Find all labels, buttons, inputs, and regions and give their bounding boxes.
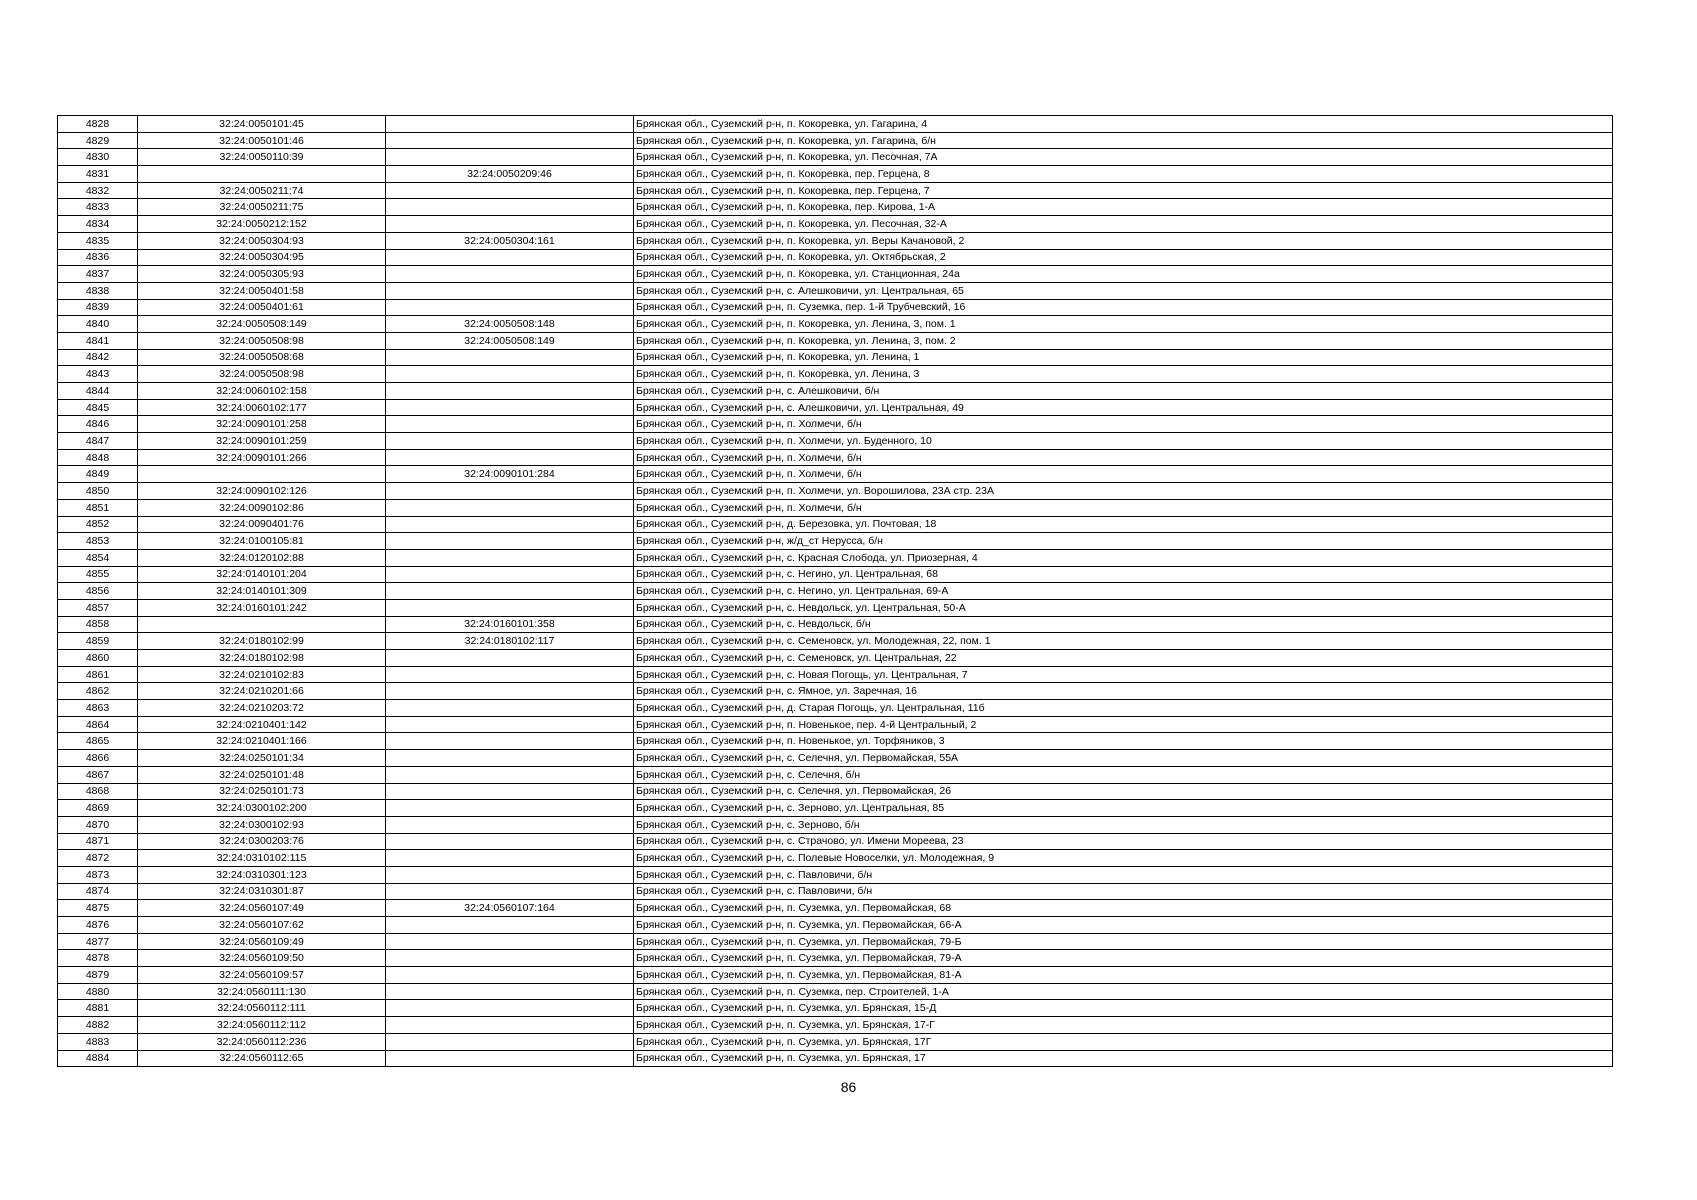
cadastral-number-cell: 32:24:0060102:158 [138, 383, 386, 400]
table-row [58, 1033, 1613, 1050]
table-row [58, 650, 1613, 667]
linked-cadastral-number-cell [386, 216, 634, 233]
cadastral-number-cell: 32:24:0210203:72 [138, 700, 386, 717]
linked-cadastral-number-cell [386, 716, 634, 733]
linked-cadastral-number-cell [386, 783, 634, 800]
table-row [58, 182, 1613, 199]
address-cell: Брянская обл., Суземский р-н, п. Новенькое, пер. 4-й Центральный, 2 [634, 716, 1613, 733]
cadastral-number-cell: 32:24:0050211:75 [138, 199, 386, 216]
cadastral-number-cell: 32:24:0250101:73 [138, 783, 386, 800]
row-number-cell: 4883 [58, 1033, 138, 1050]
row-number-cell: 4852 [58, 516, 138, 533]
table-row [58, 766, 1613, 783]
linked-cadastral-number-cell [386, 950, 634, 967]
address-cell: Брянская обл., Суземский р-н, п. Холмечи, б/н [634, 499, 1613, 516]
table-row [58, 116, 1613, 133]
linked-cadastral-number-cell [386, 132, 634, 149]
cadastral-number-cell: 32:24:0050508:68 [138, 349, 386, 366]
address-cell: Брянская обл., Суземский р-н, с. Алешковичи, ул. Центральная, 65 [634, 282, 1613, 299]
table-row [58, 132, 1613, 149]
row-number-cell: 4857 [58, 599, 138, 616]
row-number-cell: 4880 [58, 983, 138, 1000]
address-cell: Брянская обл., Суземский р-н, п. Кокоревка, ул. Песочная, 32-А [634, 216, 1613, 233]
address-cell: Брянская обл., Суземский р-н, с. Павловичи, б/н [634, 883, 1613, 900]
row-number-cell: 4874 [58, 883, 138, 900]
cadastral-number-cell: 32:24:0560111:130 [138, 983, 386, 1000]
row-number-cell: 4882 [58, 1017, 138, 1034]
table-row [58, 783, 1613, 800]
address-cell: Брянская обл., Суземский р-н, с. Алешковичи, б/н [634, 383, 1613, 400]
cadastral-number-cell: 32:24:0090102:86 [138, 499, 386, 516]
address-cell: Брянская обл., Суземский р-н, п. Суземка, ул. Брянская, 15-Д [634, 1000, 1613, 1017]
table-row [58, 266, 1613, 283]
table-row [58, 750, 1613, 767]
linked-cadastral-number-cell: 32:24:0050209:46 [386, 166, 634, 183]
cadastral-number-cell: 32:24:0050110:39 [138, 149, 386, 166]
row-number-cell: 4853 [58, 533, 138, 550]
table-row [58, 1050, 1613, 1067]
cadastral-number-cell: 32:24:0050101:45 [138, 116, 386, 133]
table-row [58, 383, 1613, 400]
linked-cadastral-number-cell: 32:24:0560107:164 [386, 900, 634, 917]
row-number-cell: 4830 [58, 149, 138, 166]
linked-cadastral-number-cell [386, 483, 634, 500]
cadastral-number-cell [138, 466, 386, 483]
linked-cadastral-number-cell [386, 499, 634, 516]
linked-cadastral-number-cell [386, 933, 634, 950]
cadastral-number-cell: 32:24:0140101:204 [138, 566, 386, 583]
cadastral-number-cell: 32:24:0050211:74 [138, 182, 386, 199]
table-row [58, 566, 1613, 583]
cadastral-number-cell: 32:24:0300102:93 [138, 816, 386, 833]
address-cell: Брянская обл., Суземский р-н, с. Зерново, б/н [634, 816, 1613, 833]
row-number-cell: 4860 [58, 650, 138, 667]
cadastral-number-cell [138, 616, 386, 633]
linked-cadastral-number-cell: 32:24:0090101:284 [386, 466, 634, 483]
cadastral-number-cell: 32:24:0560112:111 [138, 1000, 386, 1017]
cadastral-number-cell: 32:24:0560109:50 [138, 950, 386, 967]
row-number-cell: 4839 [58, 299, 138, 316]
address-cell: Брянская обл., Суземский р-н, п. Суземка, ул. Первомайская, 68 [634, 900, 1613, 917]
row-number-cell: 4846 [58, 416, 138, 433]
table-row [58, 599, 1613, 616]
table-row [58, 967, 1613, 984]
row-number-cell: 4831 [58, 166, 138, 183]
row-number-cell: 4835 [58, 232, 138, 249]
cadastral-number-cell: 32:24:0560109:57 [138, 967, 386, 984]
cadastral-number-cell: 32:24:0310301:123 [138, 866, 386, 883]
linked-cadastral-number-cell [386, 182, 634, 199]
linked-cadastral-number-cell [386, 416, 634, 433]
row-number-cell: 4851 [58, 499, 138, 516]
table-row [58, 933, 1613, 950]
table-row [58, 516, 1613, 533]
cadastral-number-cell [138, 166, 386, 183]
table-row [58, 232, 1613, 249]
address-cell: Брянская обл., Суземский р-н, с. Зерново, ул. Центральная, 85 [634, 800, 1613, 817]
linked-cadastral-number-cell [386, 967, 634, 984]
address-cell: Брянская обл., Суземский р-н, п. Кокоревка, ул. Песочная, 7А [634, 149, 1613, 166]
table-row [58, 683, 1613, 700]
address-cell: Брянская обл., Суземский р-н, с. Семеновск, ул. Молодежная, 22, пом. 1 [634, 633, 1613, 650]
address-cell: Брянская обл., Суземский р-н, д. Березовка, ул. Почтовая, 18 [634, 516, 1613, 533]
row-number-cell: 4879 [58, 967, 138, 984]
linked-cadastral-number-cell: 32:24:0160101:358 [386, 616, 634, 633]
cadastral-number-cell: 32:24:0210401:166 [138, 733, 386, 750]
address-cell: Брянская обл., Суземский р-н, с. Алешковичи, ул. Центральная, 49 [634, 399, 1613, 416]
address-cell: Брянская обл., Суземский р-н, п. Кокоревка, ул. Ленина, 3 [634, 366, 1613, 383]
table-row [58, 833, 1613, 850]
address-cell: Брянская обл., Суземский р-н, с. Негино, ул. Центральная, 68 [634, 566, 1613, 583]
linked-cadastral-number-cell [386, 449, 634, 466]
row-number-cell: 4838 [58, 282, 138, 299]
row-number-cell: 4861 [58, 666, 138, 683]
table-row [58, 733, 1613, 750]
cadastral-number-cell: 32:24:0050401:61 [138, 299, 386, 316]
cadastral-number-cell: 32:24:0050305:93 [138, 266, 386, 283]
address-cell: Брянская обл., Суземский р-н, п. Кокоревка, ул. Ленина, 3, пом. 2 [634, 332, 1613, 349]
table-row [58, 332, 1613, 349]
row-number-cell: 4881 [58, 1000, 138, 1017]
row-number-cell: 4828 [58, 116, 138, 133]
address-cell: Брянская обл., Суземский р-н, п. Кокоревка, ул. Гагарина, б/н [634, 132, 1613, 149]
linked-cadastral-number-cell: 32:24:0050508:149 [386, 332, 634, 349]
linked-cadastral-number-cell [386, 917, 634, 934]
linked-cadastral-number-cell [386, 766, 634, 783]
address-cell: Брянская обл., Суземский р-н, п. Суземка, ул. Первомайская, 79-А [634, 950, 1613, 967]
linked-cadastral-number-cell [386, 800, 634, 817]
address-cell: Брянская обл., Суземский р-н, п. Суземка, ул. Брянская, 17Г [634, 1033, 1613, 1050]
table-row [58, 950, 1613, 967]
table-row [58, 416, 1613, 433]
address-cell: Брянская обл., Суземский р-н, п. Холмечи, ул. Буденного, 10 [634, 433, 1613, 450]
address-cell: Брянская обл., Суземский р-н, п. Суземка, ул. Первомайская, 79-Б [634, 933, 1613, 950]
row-number-cell: 4884 [58, 1050, 138, 1067]
cadastral-number-cell: 32:24:0210401:142 [138, 716, 386, 733]
row-number-cell: 4856 [58, 583, 138, 600]
address-cell: Брянская обл., Суземский р-н, п. Суземка, ул. Брянская, 17-Г [634, 1017, 1613, 1034]
cadastral-number-cell: 32:24:0050401:58 [138, 282, 386, 299]
table-row [58, 850, 1613, 867]
row-number-cell: 4854 [58, 549, 138, 566]
address-cell: Брянская обл., Суземский р-н, п. Кокоревка, ул. Гагарина, 4 [634, 116, 1613, 133]
property-table [57, 115, 1613, 1067]
cadastral-number-cell: 32:24:0050508:98 [138, 366, 386, 383]
address-cell: Брянская обл., Суземский р-н, с. Селечня, б/н [634, 766, 1613, 783]
address-cell: Брянская обл., Суземский р-н, с. Селечня, ул. Первомайская, 26 [634, 783, 1613, 800]
linked-cadastral-number-cell [386, 366, 634, 383]
table-row [58, 166, 1613, 183]
cadastral-number-cell: 32:24:0100105:81 [138, 533, 386, 550]
cadastral-number-cell: 32:24:0090101:259 [138, 433, 386, 450]
table-row [58, 816, 1613, 833]
linked-cadastral-number-cell [386, 566, 634, 583]
address-cell: Брянская обл., Суземский р-н, п. Холмечи, б/н [634, 416, 1613, 433]
cadastral-number-cell: 32:24:0560109:49 [138, 933, 386, 950]
cadastral-number-cell: 32:24:0210201:66 [138, 683, 386, 700]
row-number-cell: 4847 [58, 433, 138, 450]
row-number-cell: 4875 [58, 900, 138, 917]
linked-cadastral-number-cell [386, 866, 634, 883]
row-number-cell: 4850 [58, 483, 138, 500]
row-number-cell: 4872 [58, 850, 138, 867]
linked-cadastral-number-cell [386, 383, 634, 400]
cadastral-number-cell: 32:24:0090101:258 [138, 416, 386, 433]
row-number-cell: 4878 [58, 950, 138, 967]
cadastral-number-cell: 32:24:0120102:88 [138, 549, 386, 566]
cadastral-number-cell: 32:24:0300203:76 [138, 833, 386, 850]
row-number-cell: 4862 [58, 683, 138, 700]
table-row [58, 449, 1613, 466]
row-number-cell: 4829 [58, 132, 138, 149]
linked-cadastral-number-cell [386, 666, 634, 683]
linked-cadastral-number-cell: 32:24:0050508:148 [386, 316, 634, 333]
row-number-cell: 4849 [58, 466, 138, 483]
cadastral-number-cell: 32:24:0160101:242 [138, 599, 386, 616]
linked-cadastral-number-cell [386, 1050, 634, 1067]
address-cell: Брянская обл., Суземский р-н, п. Новенькое, ул. Торфяников, 3 [634, 733, 1613, 750]
table-row [58, 883, 1613, 900]
address-cell: Брянская обл., Суземский р-н, с. Ямное, ул. Заречная, 16 [634, 683, 1613, 700]
row-number-cell: 4864 [58, 716, 138, 733]
cadastral-number-cell: 32:24:0560112:65 [138, 1050, 386, 1067]
address-cell: Брянская обл., Суземский р-н, д. Старая Погощь, ул. Центральная, 11б [634, 700, 1613, 717]
linked-cadastral-number-cell [386, 282, 634, 299]
row-number-cell: 4832 [58, 182, 138, 199]
row-number-cell: 4855 [58, 566, 138, 583]
table-row [58, 633, 1613, 650]
address-cell: Брянская обл., Суземский р-н, п. Холмечи, б/н [634, 449, 1613, 466]
cadastral-number-cell: 32:24:0180102:98 [138, 650, 386, 667]
address-cell: Брянская обл., Суземский р-н, п. Кокоревка, ул. Станционная, 24а [634, 266, 1613, 283]
table-row [58, 1000, 1613, 1017]
table-row [58, 900, 1613, 917]
table-row [58, 316, 1613, 333]
address-cell: Брянская обл., Суземский р-н, п. Кокоревка, ул. Ленина, 1 [634, 349, 1613, 366]
linked-cadastral-number-cell [386, 433, 634, 450]
row-number-cell: 4870 [58, 816, 138, 833]
address-cell: Брянская обл., Суземский р-н, с. Семеновск, ул. Центральная, 22 [634, 650, 1613, 667]
linked-cadastral-number-cell [386, 650, 634, 667]
linked-cadastral-number-cell [386, 399, 634, 416]
address-cell: Брянская обл., Суземский р-н, с. Селечня, ул. Первомайская, 55А [634, 750, 1613, 767]
linked-cadastral-number-cell [386, 533, 634, 550]
address-cell: Брянская обл., Суземский р-н, ж/д_ст Нерусса, б/н [634, 533, 1613, 550]
address-cell: Брянская обл., Суземский р-н, п. Суземка, ул. Первомайская, 66-А [634, 917, 1613, 934]
table-row [58, 800, 1613, 817]
cadastral-number-cell: 32:24:0060102:177 [138, 399, 386, 416]
row-number-cell: 4842 [58, 349, 138, 366]
cadastral-number-cell: 32:24:0050304:93 [138, 232, 386, 249]
address-cell: Брянская обл., Суземский р-н, с. Страчово, ул. Имени Мореева, 23 [634, 833, 1613, 850]
row-number-cell: 4844 [58, 383, 138, 400]
address-cell: Брянская обл., Суземский р-н, п. Суземка, пер. 1-й Трубчевский, 16 [634, 299, 1613, 316]
linked-cadastral-number-cell [386, 1017, 634, 1034]
table-row [58, 549, 1613, 566]
linked-cadastral-number-cell [386, 599, 634, 616]
page-number: 86 [840, 1079, 857, 1095]
table-row [58, 433, 1613, 450]
table-row [58, 583, 1613, 600]
address-cell: Брянская обл., Суземский р-н, п. Холмечи, ул. Ворошилова, 23А стр. 23А [634, 483, 1613, 500]
linked-cadastral-number-cell [386, 583, 634, 600]
row-number-cell: 4837 [58, 266, 138, 283]
address-cell: Брянская обл., Суземский р-н, п. Кокоревка, пер. Герцена, 8 [634, 166, 1613, 183]
address-cell: Брянская обл., Суземский р-н, с. Красная Слобода, ул. Приозерная, 4 [634, 549, 1613, 566]
linked-cadastral-number-cell [386, 199, 634, 216]
linked-cadastral-number-cell [386, 516, 634, 533]
cadastral-number-cell: 32:24:0180102:99 [138, 633, 386, 650]
linked-cadastral-number-cell: 32:24:0050304:161 [386, 232, 634, 249]
address-cell: Брянская обл., Суземский р-н, с. Негино, ул. Центральная, 69-А [634, 583, 1613, 600]
address-cell: Брянская обл., Суземский р-н, п. Кокоревка, пер. Кирова, 1-А [634, 199, 1613, 216]
linked-cadastral-number-cell [386, 249, 634, 266]
address-cell: Брянская обл., Суземский р-н, с. Полевые Новоселки, ул. Молодежная, 9 [634, 850, 1613, 867]
cadastral-number-cell: 32:24:0560112:236 [138, 1033, 386, 1050]
linked-cadastral-number-cell [386, 1033, 634, 1050]
table-row [58, 366, 1613, 383]
address-cell: Брянская обл., Суземский р-н, п. Кокоревка, ул. Веры Качановой, 2 [634, 232, 1613, 249]
table-row [58, 666, 1613, 683]
row-number-cell: 4845 [58, 399, 138, 416]
linked-cadastral-number-cell: 32:24:0180102:117 [386, 633, 634, 650]
linked-cadastral-number-cell [386, 883, 634, 900]
row-number-cell: 4843 [58, 366, 138, 383]
table-row [58, 399, 1613, 416]
table-row [58, 917, 1613, 934]
row-number-cell: 4858 [58, 616, 138, 633]
table-row [58, 249, 1613, 266]
cadastral-number-cell: 32:24:0310301:87 [138, 883, 386, 900]
row-number-cell: 4867 [58, 766, 138, 783]
linked-cadastral-number-cell [386, 816, 634, 833]
address-cell: Брянская обл., Суземский р-н, п. Суземка, ул. Брянская, 17 [634, 1050, 1613, 1067]
address-cell: Брянская обл., Суземский р-н, п. Кокоревка, ул. Октябрьская, 2 [634, 249, 1613, 266]
cadastral-number-cell: 32:24:0310102:115 [138, 850, 386, 867]
row-number-cell: 4859 [58, 633, 138, 650]
address-cell: Брянская обл., Суземский р-н, с. Невдольск, ул. Центральная, 50-А [634, 599, 1613, 616]
linked-cadastral-number-cell [386, 983, 634, 1000]
table-row [58, 983, 1613, 1000]
address-cell: Брянская обл., Суземский р-н, п. Суземка, ул. Первомайская, 81-А [634, 967, 1613, 984]
table-row [58, 149, 1613, 166]
cadastral-number-cell: 32:24:0090102:126 [138, 483, 386, 500]
cadastral-number-cell: 32:24:0250101:48 [138, 766, 386, 783]
linked-cadastral-number-cell [386, 299, 634, 316]
cadastral-number-cell: 32:24:0090101:266 [138, 449, 386, 466]
address-cell: Брянская обл., Суземский р-н, п. Холмечи, б/н [634, 466, 1613, 483]
linked-cadastral-number-cell [386, 149, 634, 166]
linked-cadastral-number-cell [386, 700, 634, 717]
row-number-cell: 4865 [58, 733, 138, 750]
linked-cadastral-number-cell [386, 683, 634, 700]
table-row [58, 533, 1613, 550]
table-row [58, 1017, 1613, 1034]
table-row [58, 282, 1613, 299]
row-number-cell: 4840 [58, 316, 138, 333]
cadastral-number-cell: 32:24:0560107:62 [138, 917, 386, 934]
address-cell: Брянская обл., Суземский р-н, с. Павловичи, б/н [634, 866, 1613, 883]
address-cell: Брянская обл., Суземский р-н, с. Новая Погощь, ул. Центральная, 7 [634, 666, 1613, 683]
cadastral-number-cell: 32:24:0250101:34 [138, 750, 386, 767]
linked-cadastral-number-cell [386, 116, 634, 133]
cadastral-number-cell: 32:24:0050101:46 [138, 132, 386, 149]
row-number-cell: 4876 [58, 917, 138, 934]
row-number-cell: 4841 [58, 332, 138, 349]
table-row [58, 349, 1613, 366]
linked-cadastral-number-cell [386, 549, 634, 566]
cadastral-number-cell: 32:24:0560107:49 [138, 900, 386, 917]
table-row [58, 716, 1613, 733]
cadastral-number-cell: 32:24:0090401:76 [138, 516, 386, 533]
table-body [58, 116, 1613, 1067]
table-row [58, 499, 1613, 516]
row-number-cell: 4877 [58, 933, 138, 950]
cadastral-number-cell: 32:24:0050508:98 [138, 332, 386, 349]
linked-cadastral-number-cell [386, 733, 634, 750]
table-row [58, 866, 1613, 883]
table-row [58, 616, 1613, 633]
linked-cadastral-number-cell [386, 266, 634, 283]
table-row [58, 199, 1613, 216]
cadastral-number-cell: 32:24:0210102:83 [138, 666, 386, 683]
linked-cadastral-number-cell [386, 349, 634, 366]
table-row [58, 700, 1613, 717]
row-number-cell: 4848 [58, 449, 138, 466]
linked-cadastral-number-cell [386, 750, 634, 767]
table-row [58, 483, 1613, 500]
row-number-cell: 4871 [58, 833, 138, 850]
table-row [58, 216, 1613, 233]
address-cell: Брянская обл., Суземский р-н, с. Невдольск, б/н [634, 616, 1613, 633]
linked-cadastral-number-cell [386, 850, 634, 867]
linked-cadastral-number-cell [386, 1000, 634, 1017]
cadastral-number-cell: 32:24:0560112:112 [138, 1017, 386, 1034]
linked-cadastral-number-cell [386, 833, 634, 850]
address-cell: Брянская обл., Суземский р-н, п. Кокоревка, ул. Ленина, 3, пом. 1 [634, 316, 1613, 333]
cadastral-number-cell: 32:24:0140101:309 [138, 583, 386, 600]
row-number-cell: 4836 [58, 249, 138, 266]
cadastral-number-cell: 32:24:0050212:152 [138, 216, 386, 233]
table-row [58, 466, 1613, 483]
cadastral-number-cell: 32:24:0050304:95 [138, 249, 386, 266]
cadastral-number-cell: 32:24:0050508:149 [138, 316, 386, 333]
address-cell: Брянская обл., Суземский р-н, п. Суземка, пер. Строителей, 1-А [634, 983, 1613, 1000]
table-row [58, 299, 1613, 316]
row-number-cell: 4833 [58, 199, 138, 216]
row-number-cell: 4873 [58, 866, 138, 883]
address-cell: Брянская обл., Суземский р-н, п. Кокоревка, пер. Герцена, 7 [634, 182, 1613, 199]
row-number-cell: 4868 [58, 783, 138, 800]
row-number-cell: 4834 [58, 216, 138, 233]
row-number-cell: 4863 [58, 700, 138, 717]
cadastral-number-cell: 32:24:0300102:200 [138, 800, 386, 817]
row-number-cell: 4869 [58, 800, 138, 817]
row-number-cell: 4866 [58, 750, 138, 767]
